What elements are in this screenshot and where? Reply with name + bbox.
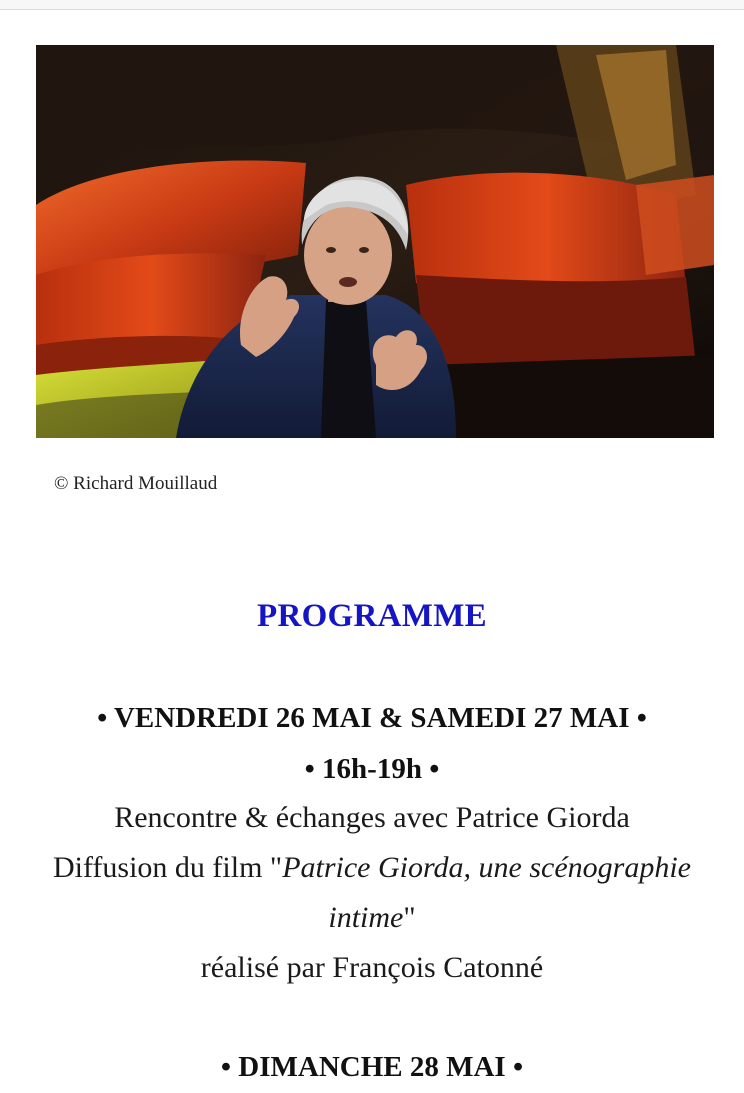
film-title-part1: Patrice Giorda, une scénographie <box>282 851 691 884</box>
top-border <box>0 0 744 10</box>
programme-title: PROGRAMME <box>257 598 487 634</box>
day1-meeting-line: Rencontre & échanges avec Patrice Giorda <box>114 801 630 834</box>
day1-time: • 16h-19h • <box>304 753 440 785</box>
photo-credit: © Richard Mouillaud <box>54 473 218 494</box>
day1-film-line <box>0 851 744 885</box>
painting-photo-illustration <box>36 45 714 438</box>
day2-heading: • DIMANCHE 28 MAI • <box>220 1051 524 1083</box>
day1-film-line-cont <box>0 901 744 935</box>
day1-director-line: réalisé par François Catonné <box>200 951 544 984</box>
film-prefix: Diffusion du film " <box>52 851 283 884</box>
film-suffix: " <box>403 901 416 934</box>
day1-heading: • VENDREDI 26 MAI & SAMEDI 27 MAI • <box>97 702 647 734</box>
event-photo <box>36 45 714 438</box>
film-title-part2: intime <box>328 901 404 934</box>
